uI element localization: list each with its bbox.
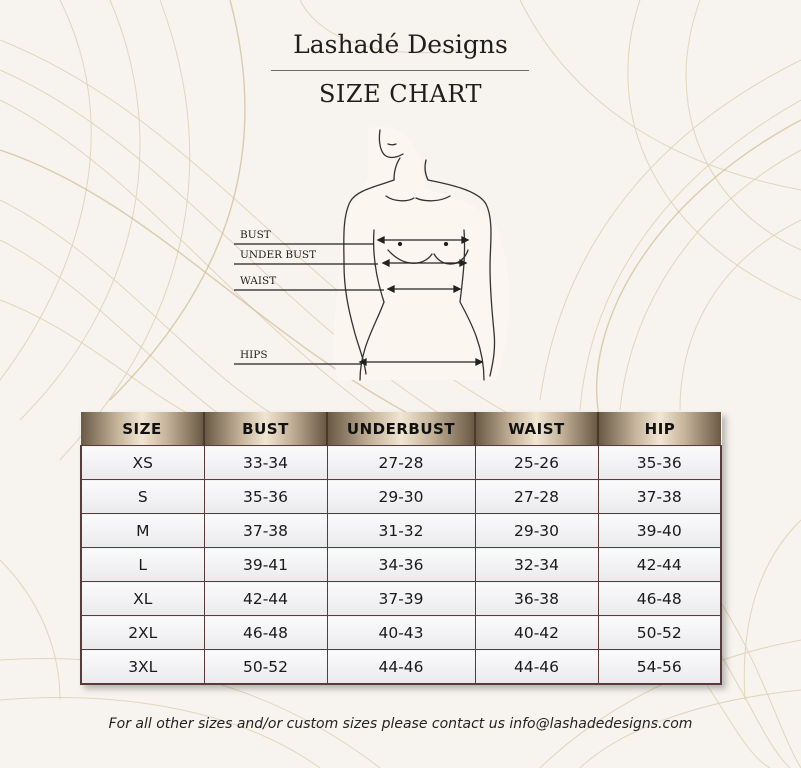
cell-hip: 50-52: [598, 616, 721, 650]
header-waist: WAIST: [475, 412, 598, 446]
table-row: [81, 650, 721, 685]
cell-bust: 39-41: [204, 548, 327, 582]
cell-hip: 35-36: [598, 446, 721, 480]
cell-hip: 42-44: [598, 548, 721, 582]
brand-name: Lashadé Designs: [293, 30, 508, 59]
cell-underbust: 34-36: [327, 548, 475, 582]
cell-size: 3XL: [81, 650, 204, 685]
cell-size: 2XL: [81, 616, 204, 650]
size-chart-table: [80, 412, 722, 685]
cell-underbust: 29-30: [327, 480, 475, 514]
cell-waist: 36-38: [475, 582, 598, 616]
table-header-row: [81, 412, 721, 446]
header-underbust: UNDERBUST: [327, 412, 475, 446]
cell-hip: 54-56: [598, 650, 721, 685]
cell-hip: 39-40: [598, 514, 721, 548]
cell-bust: 35-36: [204, 480, 327, 514]
table-row: [81, 582, 721, 616]
cell-bust: 42-44: [204, 582, 327, 616]
waist-label: WAIST: [240, 275, 277, 287]
contact-footer: For all other sizes and/or custom sizes please contact us info@lashadedesigns.com: [108, 716, 693, 732]
table-row: [81, 548, 721, 582]
table-row: [81, 514, 721, 548]
table-row: [81, 616, 721, 650]
cell-underbust: 40-43: [327, 616, 475, 650]
cell-bust: 46-48: [204, 616, 327, 650]
title-divider: [271, 70, 529, 71]
table-row: [81, 480, 721, 514]
cell-size: XL: [81, 582, 204, 616]
page-title: SIZE CHART: [318, 80, 483, 108]
cell-bust: 50-52: [204, 650, 327, 685]
cell-waist: 44-46: [475, 650, 598, 685]
cell-bust: 37-38: [204, 514, 327, 548]
under-bust-label: UNDER BUST: [240, 249, 317, 261]
cell-underbust: 31-32: [327, 514, 475, 548]
cell-hip: 46-48: [598, 582, 721, 616]
cell-hip: 37-38: [598, 480, 721, 514]
cell-size: M: [81, 514, 204, 548]
cell-size: L: [81, 548, 204, 582]
cell-waist: 25-26: [475, 446, 598, 480]
cell-waist: 27-28: [475, 480, 598, 514]
header-bust: BUST: [204, 412, 327, 446]
table-row: [81, 446, 721, 480]
bust-label: BUST: [240, 229, 271, 241]
cell-size: XS: [81, 446, 204, 480]
cell-size: S: [81, 480, 204, 514]
cell-waist: 29-30: [475, 514, 598, 548]
header-size: SIZE: [81, 412, 204, 446]
cell-underbust: 37-39: [327, 582, 475, 616]
cell-underbust: 44-46: [327, 650, 475, 685]
cell-bust: 33-34: [204, 446, 327, 480]
hips-label: HIPS: [240, 349, 268, 361]
cell-underbust: 27-28: [327, 446, 475, 480]
cell-waist: 40-42: [475, 616, 598, 650]
header-hip: HIP: [598, 412, 721, 446]
cell-waist: 32-34: [475, 548, 598, 582]
